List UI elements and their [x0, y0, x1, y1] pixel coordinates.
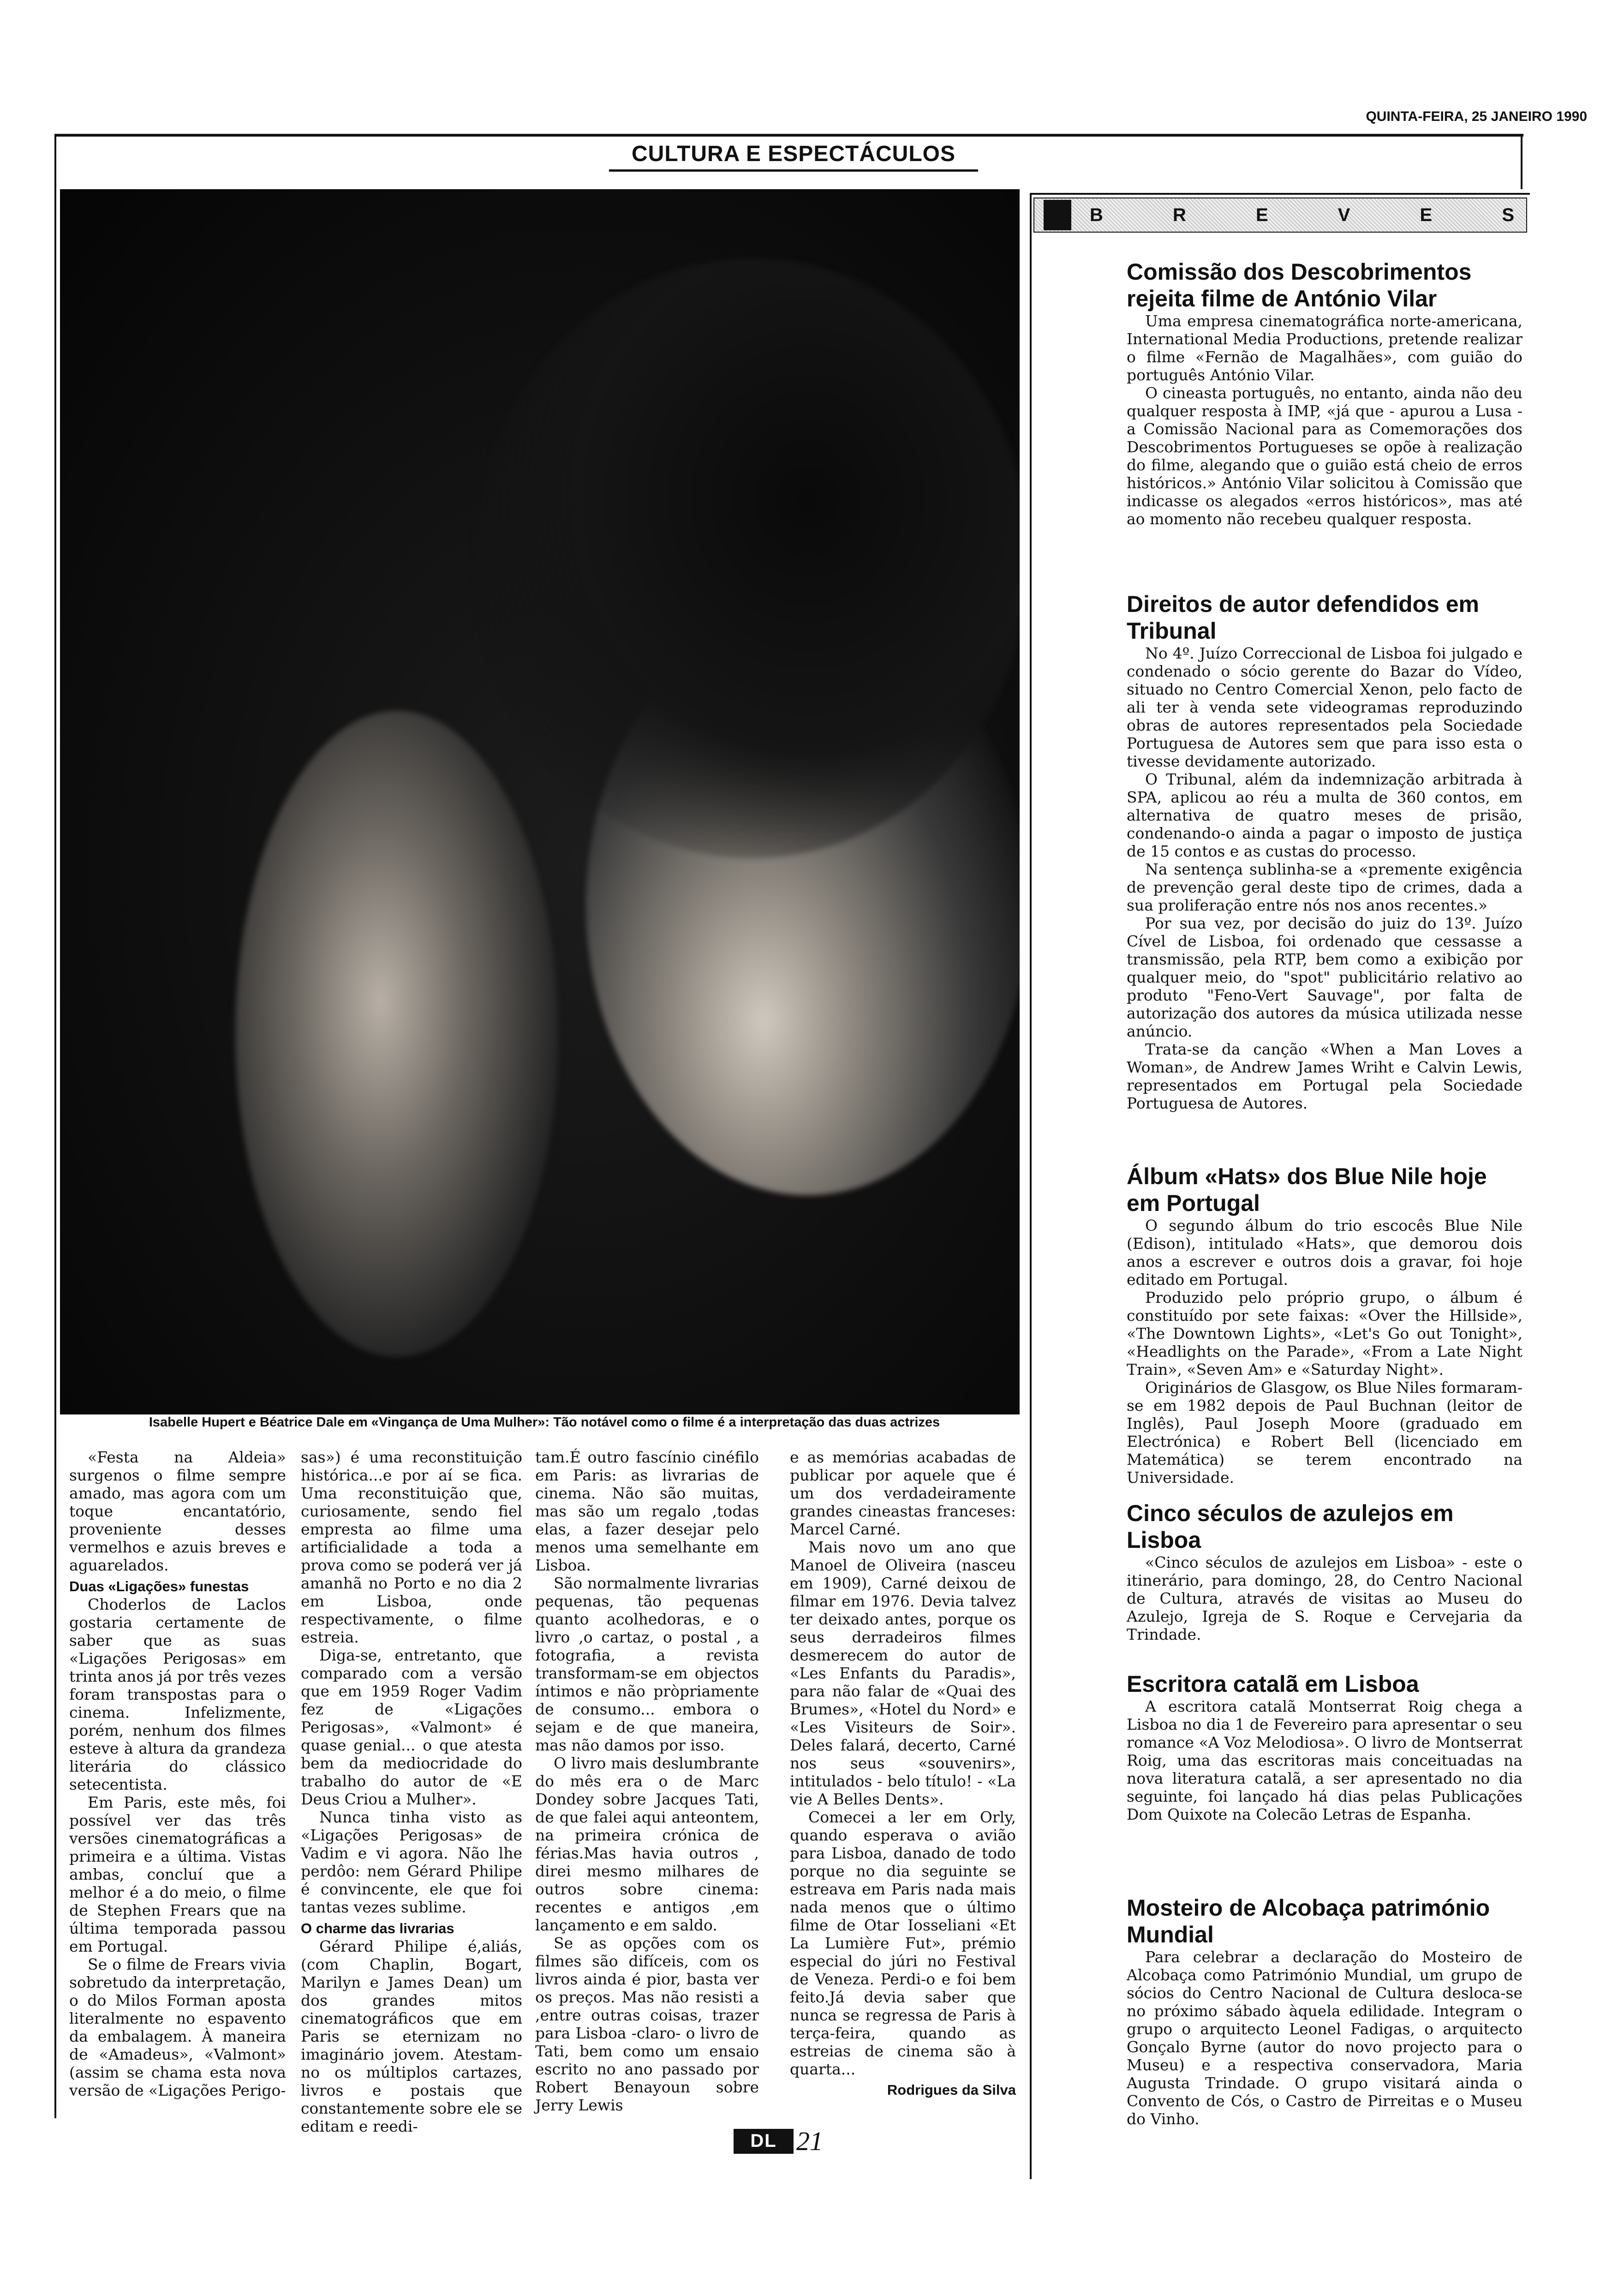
article-column-3	[535, 1448, 759, 2114]
paragraph: Nunca tinha visto as «Ligações Perigosas» de Vadim e vi agora. Não lhe perdôo: nem Gérard Philipe é convincente, ele que foi tantas vezes sublime.	[301, 1808, 522, 1916]
paragraph: São normalmente livrarias pequenas, tão pequenas quanto acolhedoras, e o livro ,o cartaz, o postal , a fotografia, a revista transformam-se em objectos íntimos e não pròpriamente de consumo... embora o sejam e de que maneira, mas não damos por isso.	[535, 1574, 759, 1754]
paragraph: Em Paris, este mês, foi possível ver das três versões cinematográficas a primeira e a última. Vistas ambas, concluí que a melhor é a do meio, o filme de Stephen Frears que na última temporada passou em Portugal.	[69, 1793, 286, 1955]
film-still-photo	[60, 189, 1020, 1414]
banner-block	[1044, 200, 1071, 230]
paragraph: Comecei a ler em Orly, quando esperava o avião para Lisboa, danado de todo porque no dia seguinte se estreava em Paris nada mais nada menos que o último filme de Otar Iosseliani «Et La Lumière Fut», prémio especial do júri no Festival de Veneza. Perdi-o e foi bem feito.Já devia saber que nunca se regressa de Paris à terça-feira, quando as estreias de cinema são à quarta...	[790, 1808, 1016, 2078]
brief-headline: Álbum «Hats» dos Blue Nile hoje em Portugal	[1127, 1163, 1487, 1216]
subheading: Duas «Ligações» funestas	[69, 1578, 249, 1594]
brief-paragraph: Para celebrar a declaração do Mosteiro de Alcobaça como Património Mundial, um grupo de sócios do Centro Nacional de Cultura desloca-se no próximo sábado àquela edilidade. Integram o grupo o arquitecto Leonel Fadigas, o arquitecto Gonçalo Byrne (autor do novo projecto para o Museu) e a respectiva conservadora, Maria Augusta Trindade. O grupo visitará ainda o Convento de Cós, o Castro de Pirreitas e o Museu do Vinho.	[1127, 1948, 1522, 2128]
section-title: CULTURA E ESPECTÁCULOS	[609, 141, 978, 172]
brief-paragraph: Na sentença sublinha-se a «premente exigência de prevenção geral deste tipo de crimes, dada a sua proliferação entre nós nos anos recentes.»	[1127, 860, 1522, 914]
newspaper-logo: DL	[734, 2129, 794, 2154]
issue-date: QUINTA-FEIRA, 25 JANEIRO 1990	[1366, 109, 1587, 124]
paragraph: Se o filme de Frears vivia sobretudo da interpretação, o do Milos Forman aposta literalmente no espavento da embalagem. À maneira de «Amadeus», «Valmont» (assim se chama esta nova versão de «Ligações Perigo-	[69, 1955, 286, 2099]
photo-caption: Isabelle Hupert e Béatrice Dale em «Vingança de Uma Mulher»: Tão notável como o filme é a interpretação das duas actrizes	[149, 1415, 940, 1430]
brief-paragraph: No 4º. Juízo Correccional de Lisboa foi julgado e condenado o sócio gerente do Bazar do Vídeo, situado no Centro Comercial Xenon, pelo facto de ali ter à venda sete videogramas reproduzindo obras de autores representados pela Sociedade Portuguesa de Autores sem que para isso esta o tivesse devidamente autorizado.	[1127, 644, 1522, 770]
paragraph: «Festa na Aldeia» surgenos o filme sempre amado, mas agora com um toque encantatório, proveniente desses vermelhos e azuis breves e aguarelados.	[69, 1448, 286, 1574]
banner-letter: S	[1502, 204, 1514, 225]
brief-item	[1127, 258, 1522, 528]
breves-banner	[1033, 198, 1527, 233]
paragraph: e as memórias acabadas de publicar por aquele que é um dos verdadeiramente grandes cineastas franceses: Marcel Carné.	[790, 1448, 1016, 1538]
paragraph: tam.É outro fascínio cinéfilo em Paris: as livrarias de cinema. Não são muitas, mas são um regalo ,todas elas, a fazer desejar pelo menos uma semelhante em Lisboa.	[535, 1448, 759, 1574]
brief-headline: Escritora catalã em Lisboa	[1127, 1671, 1419, 1697]
brief-item	[1127, 591, 1522, 1112]
paragraph: Se as opções com os filmes são difíceis, com os livros ainda é pior, basta ver os preços. Mas não resisti a ,entre outras coisas, trazer para Lisboa -claro- o livro de Tati, bem como um ensaio escrito no ano passado por Robert Benayoun sobre Jerry Lewis	[535, 1934, 759, 2114]
brief-paragraph: Originários de Glasgow, os Blue Niles formaram-se em 1982 depois de Paul Buchnan (leitor de Inglês), Paul Joseph Moore (graduado em Electrónica) e Robert Bell (licenciado em Matemática) se terem encontrado na Universidade.	[1127, 1378, 1522, 1486]
brief-headline: Mosteiro de Alcobaça património Mundial	[1127, 1895, 1490, 1947]
brief-paragraph: A escritora catalã Montserrat Roig chega a Lisboa no dia 1 de Fevereiro para apresentar o seu romance «A Voz Melodiosa». O livro de Montserrat Roig, uma das escritoras mais conceituadas na nova literatura catalã, a ser apresentado no dia seguinte, foi lançado há dias pelas Publicações Dom Quixote na Colecão Letras de Espanha.	[1127, 1697, 1522, 1823]
brief-item	[1127, 1894, 1522, 2128]
banner-letter: E	[1255, 204, 1268, 225]
brief-paragraph: Trata-se da canção «When a Man Loves a Woman», de Andrew James Wriht e Calvin Lewis, representados em Portugal pela Sociedade Portuguesa de Autores.	[1127, 1040, 1522, 1112]
photo-hair-dark	[475, 258, 1020, 858]
brief-item	[1127, 1671, 1522, 1823]
brief-paragraph: Por sua vez, por decisão do juiz do 13º. Juízo Cível de Lisboa, foi ordenado que cessasse a transmissão, pela RTP, bem como a exibição por qualquer meio, do "spot" publicitário relativo ao produto "Feno-Vert Sauvage", por falta de autorização dos autores da música utilizada nesse anúncio.	[1127, 914, 1522, 1040]
frame-rule-left	[54, 134, 56, 2118]
paragraph: Choderlos de Laclos gostaria certamente de saber que as suas «Ligações Perigosas» em trinta anos já por três vezes foram transpostas para o cinema. Infelizmente, porém, nenhum dos filmes esteve à altura da grandeza literária do clássico setecentista.	[69, 1595, 286, 1793]
page-number: 21	[796, 2126, 823, 2156]
article-column-4	[790, 1448, 1016, 2099]
banner-letter: R	[1172, 204, 1186, 225]
brief-paragraph: Produzido pelo próprio grupo, o álbum é constituído por sete faixas: «Over the Hillside», «The Downtown Lights», «Let's Go out Tonight», «Headlights on the Parade», «From a Late Night Train», «Seven Am» e «Saturday Night».	[1127, 1288, 1522, 1378]
brief-headline: Direitos de autor defendidos em Tribunal	[1127, 591, 1480, 644]
paragraph: sas») é uma reconstituição histórica...e por aí se fica. Uma reconstituição que, curiosamente, sendo fiel empresta ao filme uma artificialidade a toda a prova como se poderá ver já amanhã no Porto e no dia 2 em Lisboa, onde respectivamente, o filme estreia.	[301, 1448, 522, 1646]
banner-letter: V	[1337, 204, 1350, 225]
paragraph: Diga-se, entretanto, que comparado com a versão que em 1959 Roger Vadim fez de «Ligações Perigosas», «Valmont» é quase genial... o que atesta bem da mediocridade do trabalho do autor de «E Deus Criou a Mulher».	[301, 1646, 522, 1808]
brief-paragraph: «Cinco séculos de azulejos em Lisboa» - este o itinerário, para domingo, 28, do Centro Nacional de Cultura, através de visitas ao Museu do Azulejo, Igreja de S. Roque e Cervejaria da Trindade.	[1127, 1553, 1522, 1643]
frame-rule-top	[54, 134, 1523, 137]
article-column-1	[69, 1448, 286, 2099]
brief-paragraph: O Tribunal, além da indemnização arbitrada à SPA, aplicou ao réu a multa de 360 contos, em alternativa de quatro meses de prisão, condenando-o ainda a pagar o imposto de justiça de 15 contos e as custas do processo.	[1127, 770, 1522, 860]
banner-letter: E	[1420, 204, 1433, 225]
paragraph: O livro mais deslumbrante do mês era o de Marc Dondey sobre Jacques Tati, de que falei aqui anteontem, na primeira crónica de férias.Mas havia outros , direi mesmo milhares de outros sobre cinema: recentes e antigos ,em lançamento e em saldo.	[535, 1754, 759, 1934]
paragraph: Gérard Philipe é,aliás, (com Chaplin, Bogart, Marilyn e James Dean) um dos grandes mitos cinematográficos que em Paris se eternizam no imaginário jovem. Atestam-no os múltiplos cartazes, livros e postais que constantemente sobre ele se editam e reedi-	[301, 1937, 522, 2135]
paragraph: Mais novo um ano que Manoel de Oliveira (nasceu em 1909), Carné deixou de filmar em 1976. Devia talvez ter deixado antes, porque os seus derradeiros filmes desmerecem do autor de «Les Enfants du Paradis», para não falar de «Quai des Brumes», «Hotel du Nord» e «Les Visiteurs de Soir». Deles falará, decerto, Carné nos seus «souvenirs», intitulados - belo título! - «La vie A Belles Dents».	[790, 1538, 1016, 1808]
banner-letter: B	[1090, 204, 1103, 225]
brief-item	[1127, 1500, 1522, 1643]
brief-headline: Cinco séculos de azulejos em Lisboa	[1127, 1500, 1454, 1553]
brief-paragraph: O segundo álbum do trio escocês Blue Nile (Edison), intitulado «Hats», que demorou dois anos a escrever e outros dois a gravar, foi hoje editado em Portugal.	[1127, 1216, 1522, 1288]
brief-paragraph: O cineasta português, no entanto, ainda não deu qualquer resposta à IMP, «já que - apurou a Lusa - a Comissão Nacional para as Comemorações dos Descobrimentos Portugueses se opõe à realização do filme, alegando que o guião está cheio de erros históricos.» António Vilar solicitou à Comissão que indicasse os alegados «erros históricos», mas até ao momento não recebeu qualquer resposta.	[1127, 384, 1522, 528]
author-signature: Rodrigues da Silva	[887, 2082, 1016, 2098]
article-column-2	[301, 1448, 522, 2135]
photo-face-left	[235, 711, 558, 1357]
breves-title	[1071, 205, 1526, 226]
brief-paragraph: Uma empresa cinematográfica norte-americana, International Media Productions, pretende realizar o filme «Fernão de Magalhães», com guião do português António Vilar.	[1127, 312, 1522, 384]
subheading: O charme das livrarias	[301, 1920, 454, 1936]
brief-item	[1127, 1163, 1522, 1486]
page-footer	[734, 2126, 854, 2157]
brief-headline: Comissão dos Descobrimentos rejeita filme de António Vilar	[1127, 259, 1472, 312]
frame-rule-right	[1521, 134, 1522, 189]
